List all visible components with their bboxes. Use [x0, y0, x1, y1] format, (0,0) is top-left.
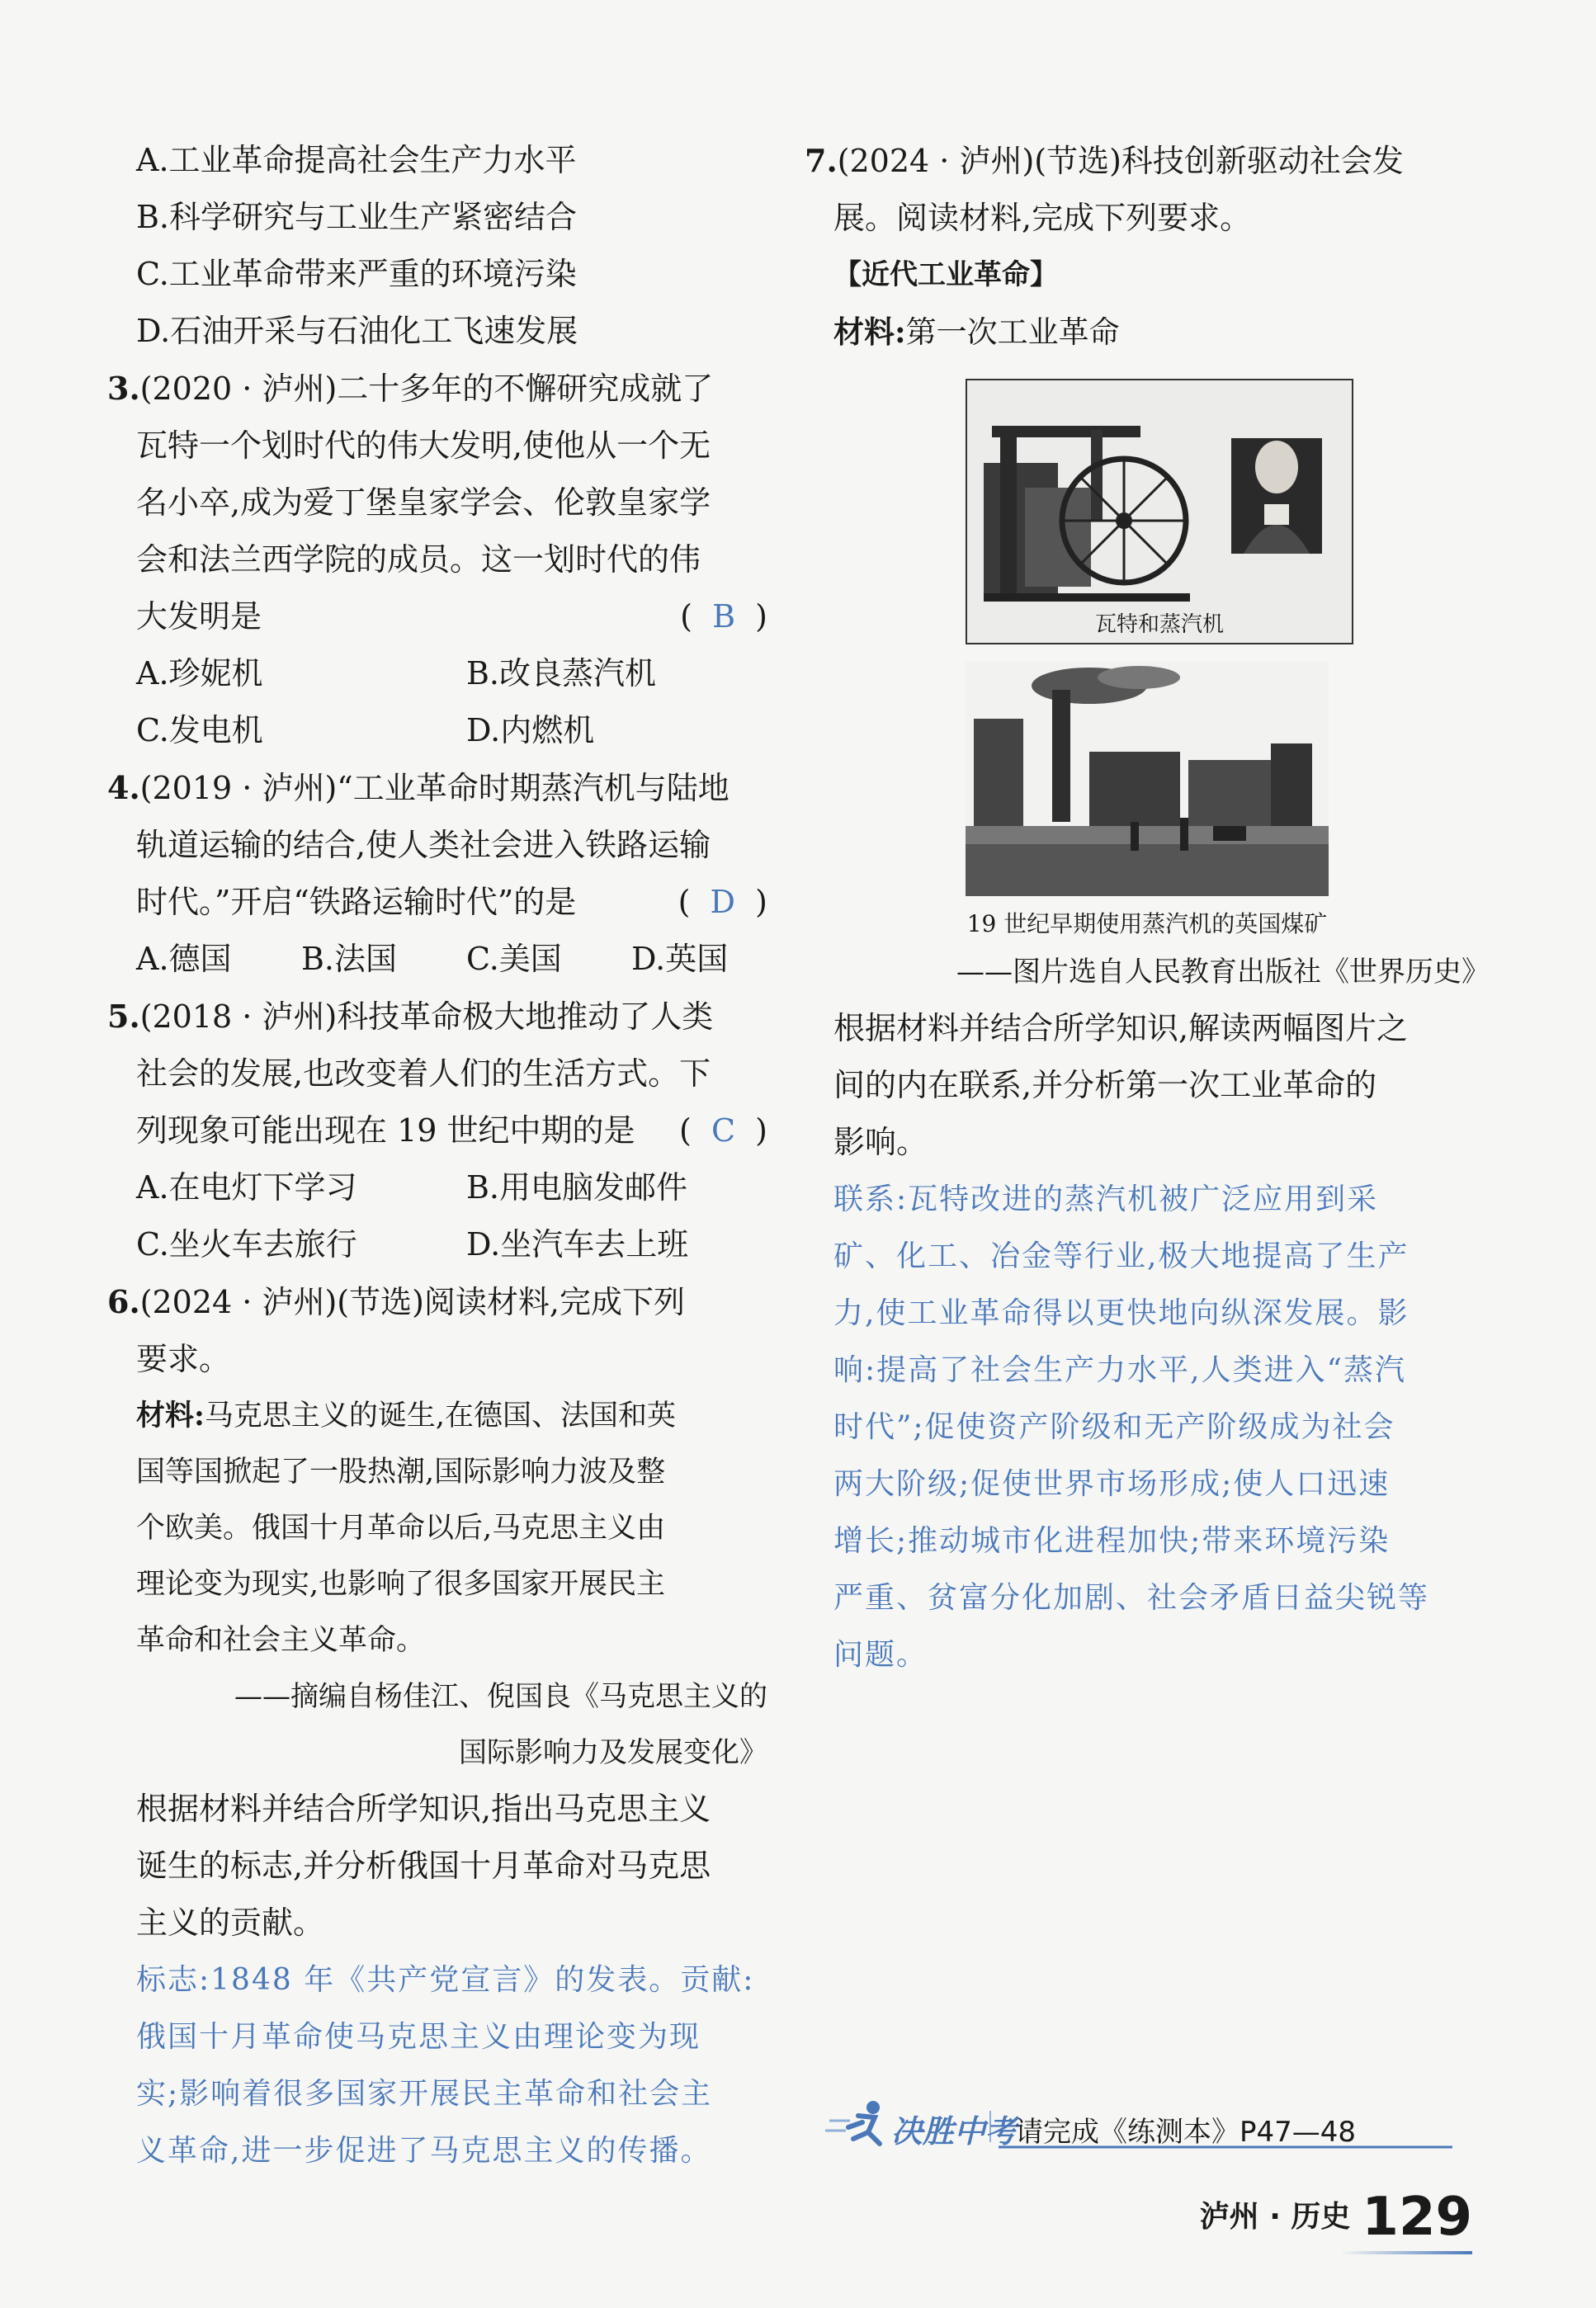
question-text: 社会的发展,也改变着人们的生活方式。下: [136, 1055, 711, 1092]
material-text: 个欧美。俄国十月革命以后,马克思主义由: [136, 1512, 666, 1545]
option: C.坐火车去旅行: [136, 1226, 357, 1263]
answer-text: 力,使工业革命得以更快地向纵深发展。影: [833, 1296, 1409, 1330]
question-text: (2024 · 泸州)(节选)科技创新驱动社会发: [837, 143, 1404, 179]
page-number-underline: [1340, 2251, 1472, 2254]
question-text: 间的内在联系,并分析第一次工业革命的: [833, 1067, 1377, 1103]
option: D.内燃机: [466, 712, 595, 748]
material-source: 国际影响力及发展变化》: [459, 1736, 767, 1769]
options-row: [107, 645, 767, 702]
option: B.法国: [301, 941, 398, 977]
question-text: (2019 · 泸州)“工业革命时期蒸汽机与陆地: [139, 770, 730, 806]
question-text: 要求。: [136, 1341, 231, 1377]
question-text: (2024 · 泸州)(节选)阅读材料,完成下列: [139, 1284, 685, 1320]
question-text: 列现象可能出现在 19 世纪中期的是: [136, 1112, 635, 1149]
option: B.改良蒸汽机: [466, 655, 657, 691]
answer-text: 增长;推动城市化进程加快;带来环境污染: [833, 1524, 1391, 1558]
question-number: 3.: [107, 370, 140, 407]
answer-text: 时代”;促使资产阶级和无产阶级成为社会: [833, 1410, 1395, 1444]
section-heading: 【近代工业革命】: [833, 258, 1058, 291]
option: A.在电灯下学习: [136, 1169, 357, 1206]
q2-option: D.石油开采与石油化工飞速发展: [136, 313, 578, 349]
material-label: 材料:: [136, 1399, 205, 1432]
coal-mine-figure: [966, 661, 1329, 896]
question-number: 7.: [805, 142, 838, 179]
option: D.坐汽车去上班: [466, 1226, 689, 1263]
options-row: [107, 702, 767, 759]
left-column: [107, 132, 767, 2179]
answer-text: 俄国十月革命使马克思主义由理论变为现: [136, 2020, 701, 2054]
answer-bracket: ( C ): [679, 1102, 767, 1159]
answer-text: 义革命,进一步促进了马克思主义的传播。: [136, 2134, 712, 2168]
footer-banner: [825, 2096, 1452, 2154]
question-text: (2020 · 泸州)二十多年的不懈研究成就了: [139, 371, 714, 407]
answer-text: 严重、贫富分化加剧、社会矛盾日益尖锐等: [833, 1581, 1430, 1615]
options-row: [107, 931, 767, 988]
question-text: 轨道运输的结合,使人类社会进入铁路运输: [136, 827, 711, 863]
answer-bracket: ( D ): [678, 874, 767, 931]
material-source: ——图片选自人民教育出版社《世界历史》: [956, 956, 1490, 989]
watt-steam-engine-figure: [966, 379, 1353, 644]
answer-bracket: ( B ): [680, 588, 767, 645]
question-text: 展。阅读材料,完成下列要求。: [833, 200, 1252, 236]
question-number: 4.: [107, 769, 140, 806]
question-text: 诞生的标志,并分析俄国十月革命对马克思: [136, 1848, 711, 1884]
region-subject: 泸州 · 历史: [1199, 2200, 1351, 2234]
option: C.发电机: [136, 712, 263, 748]
question-5: [107, 988, 767, 1273]
question-text: (2018 · 泸州)科技革命极大地推动了人类: [139, 998, 714, 1035]
material-text: 第一次工业革命: [905, 314, 1120, 350]
page-number: 129: [1362, 2187, 1472, 2248]
right-column: [805, 132, 1490, 1683]
question-text: 主义的贡献。: [136, 1904, 325, 1941]
question-text: 瓦特一个划时代的伟大发明,使他从一个无: [136, 427, 711, 464]
option: C.美国: [466, 941, 562, 977]
question-text: 根据材料并结合所学知识,指出马克思主义: [136, 1791, 711, 1827]
brand-label: 决胜中考: [891, 2113, 1018, 2150]
material-text: 马克思主义的诞生,在德国、法国和英: [204, 1399, 677, 1432]
coal-mine-illustration: [966, 661, 1329, 896]
answer-choice: B: [712, 598, 736, 635]
answer-choice: D: [710, 884, 736, 920]
options-row: [107, 1159, 767, 1216]
question-6: [107, 1273, 767, 2179]
answer-text: 矿、化工、冶金等行业,极大地提高了生产: [833, 1239, 1409, 1273]
question-text: 大发明是: [136, 598, 262, 635]
question-number: 5.: [107, 998, 140, 1035]
material-source: ——摘编自杨佳江、倪国良《马克思主义的: [234, 1680, 767, 1713]
question-text: 根据材料并结合所学知识,解读两幅图片之: [833, 1010, 1409, 1046]
q2-options: [107, 132, 767, 360]
material-text: 国等国掀起了一股热潮,国际影响力波及整: [136, 1456, 666, 1489]
question-3: [107, 360, 767, 759]
question-7: [805, 132, 1490, 1683]
figure-caption: 瓦特和蒸汽机: [1094, 612, 1224, 637]
page-info: [1199, 2187, 1472, 2248]
q2-option: B.科学研究与工业生产紧密结合: [136, 199, 578, 235]
option: A.珍妮机: [136, 655, 263, 691]
material-text: 革命和社会主义革命。: [136, 1624, 426, 1657]
answer-text: 两大阶级;促使世界市场形成;使人口迅速: [833, 1467, 1391, 1501]
answer-text: 标志:1848 年《共产党宣言》的发表。贡献:: [136, 1963, 755, 1997]
question-text: 时代。”开启“铁路运输时代”的是: [136, 884, 577, 920]
question-4: [107, 759, 767, 988]
material-label: 材料:: [833, 314, 906, 350]
question-text: 会和法兰西学院的成员。这一划时代的伟: [136, 541, 701, 578]
option: A.德国: [136, 941, 232, 977]
material-text: 理论变为现实,也影响了很多国家开展民主: [136, 1568, 666, 1601]
options-row: [107, 1216, 767, 1273]
question-number: 6.: [107, 1283, 140, 1320]
answer-choice: C: [711, 1112, 736, 1149]
q2-option: C.工业革命带来严重的环境污染: [136, 256, 577, 292]
question-text: 影响。: [833, 1124, 928, 1160]
figure-caption: 19 世纪早期使用蒸汽机的英国煤矿: [966, 910, 1328, 937]
answer-text: 响:提高了社会生产力水平,人类进入“蒸汽: [833, 1353, 1406, 1387]
question-text: 名小卒,成为爱丁堡皇家学会、伦敦皇家学: [136, 484, 711, 521]
workbook-reference: 请完成《练测本》P47—48: [1015, 2116, 1357, 2149]
answer-text: 问题。: [833, 1638, 928, 1672]
answer-text: 联系:瓦特改进的蒸汽机被广泛应用到采: [833, 1182, 1379, 1216]
option: B.用电脑发邮件: [466, 1169, 688, 1206]
q2-option: A.工业革命提高社会生产力水平: [136, 142, 577, 178]
steam-engine-illustration: [967, 380, 1352, 643]
answer-text: 实;影响着很多国家开展民主革命和社会主: [136, 2077, 713, 2111]
option: D.英国: [631, 941, 729, 977]
